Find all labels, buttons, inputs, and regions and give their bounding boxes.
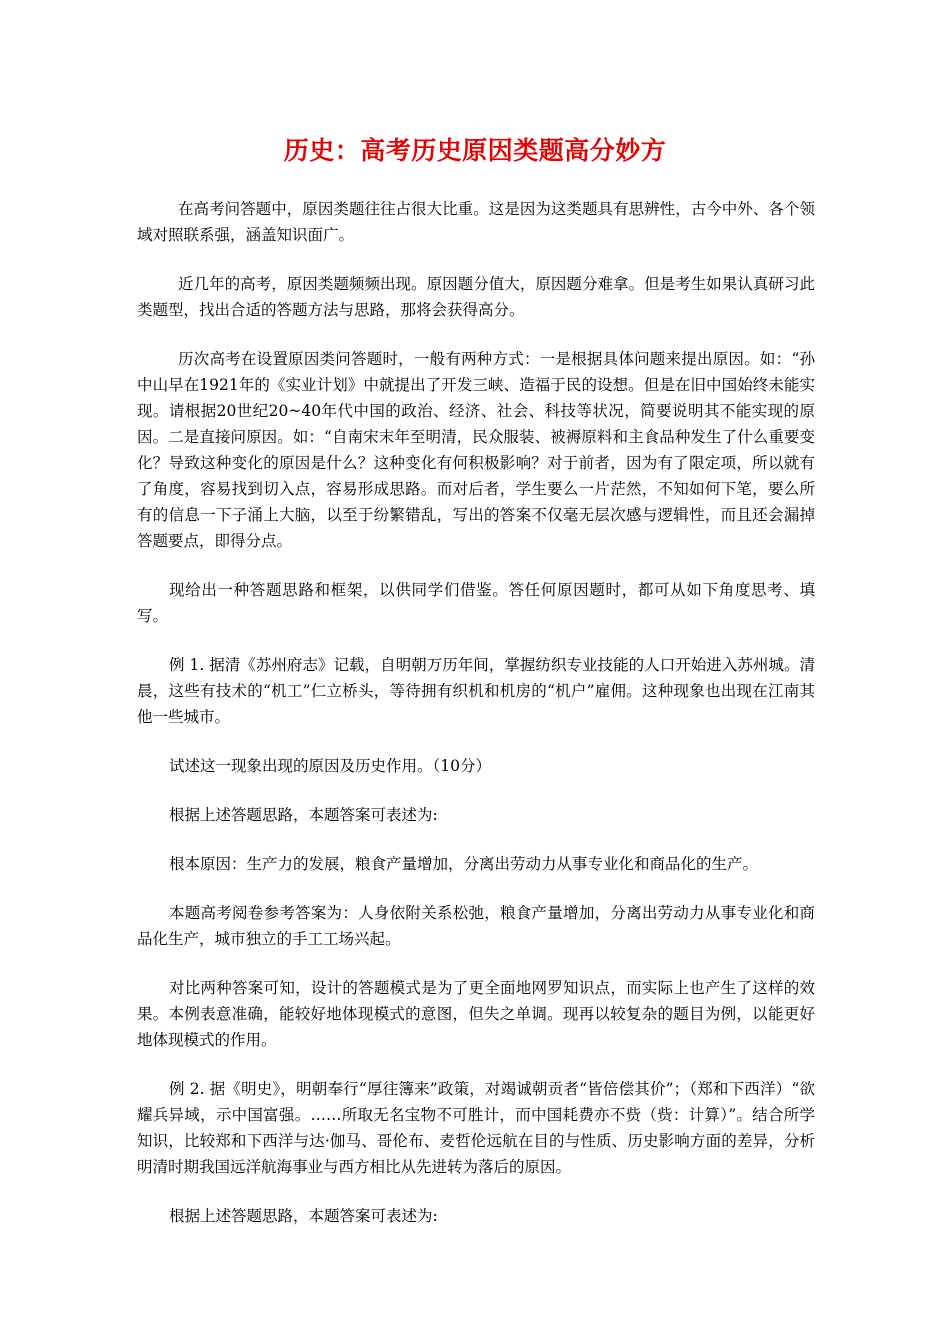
paragraph-intro: 在高考问答题中，原因类题往往占很大比重。这是因为这类题具有思辨性，古今中外、各个领域对照联系强，涵盖知识面广。: [137, 200, 815, 244]
paragraph-recent-exams: 近几年的高考，原因类题频频出现。原因题分值大，原因题分难拿。但是考生如果认真研习此类题型，找出合适的答题方法与思路，那将会获得高分。: [137, 275, 815, 319]
paragraph-example-2: 例 2. 据《明史》，明朝奉行“厚往簿来”政策，对竭诚朝贡者“皆倍偿其价”；（郑和下西洋）“欲耀兵异域，示中国富强。……所取无名宝物不可胜计，而中国耗费亦不赀（赀：计算）”。结合所学知识，比较郑和下西洋与达·伽马、哥伦布、麦哲伦远航在目的与性质、历史影响方面的差异，分析明清时期我国远洋航海事业与西方相比从先进转为落后的原因。: [137, 1080, 815, 1176]
paragraph-example-1-question: 试述这一现象出现的原因及历史作用。（10分）: [169, 757, 491, 775]
paragraph-answer-intro-2: 根据上述答题思路，本题答案可表述为:: [169, 1207, 438, 1225]
paragraph-root-cause: 根本原因：生产力的发展，粮食产量增加，分离出劳动力从事专业化和商品化的生产。: [169, 855, 759, 873]
paragraph-example-1: 例 1. 据清《苏州府志》记载，自明朝万历年间，掌握纺织专业技能的人口开始进入苏州城。清晨，这些有技术的“机工”仁立桥头，等待拥有织机和机房的“机户”雇佣。这种现象也出现在江南其他一些城市。: [137, 656, 815, 726]
document-body: [137, 196, 815, 1252]
paragraph-framework: 现给出一种答题思路和框架，以供同学们借鉴。答任何原因题时，都可从如下角度思考、填写。: [137, 581, 815, 625]
document-title: 历史：高考历史原因类题高分妙方: [283, 136, 667, 165]
paragraph-reference-answer: 本题高考阅卷参考答案为：人身依附关系松弛，粮食产量增加，分离出劳动力从事专业化和商品化生产，城市独立的手工工场兴起。: [137, 904, 815, 948]
paragraph-answer-intro-1: 根据上述答题思路，本题答案可表述为:: [169, 806, 438, 824]
paragraph-comparison: 对比两种答案可知，设计的答题模式是为了更全面地网罗知识点，而实际上也产生了这样的效果。本例表意准确，能较好地体现模式的意图，但失之单调。现再以较复杂的题目为例，以能更好地体现模式的作用。: [137, 979, 815, 1049]
paragraph-question-types: 历次高考在设置原因类问答题时，一般有两种方式：一是根据具体问题来提出原因。如：“孙中山早在1921年的《实业计划》中就提出了开发三峡、造福于民的设想。但是在旧中国始终未能实现。请根据20世纪20~40年代中国的政治、经济、社会、科技等状况，简要说明其不能实现的原因。二是直接问原因。如：“自南宋末年至明清，民众服装、被褥原料和主食品种发生了什么重要变化？导致这种变化的原因是什么？这种变化有何积极影响？对于前者，因为有了限定项，所以就有了角度，容易找到切入点，容易形成思路。而对后者，学生要么一片茫然，不知如何下笔，要么所有的信息一下子涌上大脑，以至于纷繁错乱，写出的答案不仅毫无层次感与逻辑性，而且还会漏掉答题要点，即得分点。: [137, 350, 815, 550]
